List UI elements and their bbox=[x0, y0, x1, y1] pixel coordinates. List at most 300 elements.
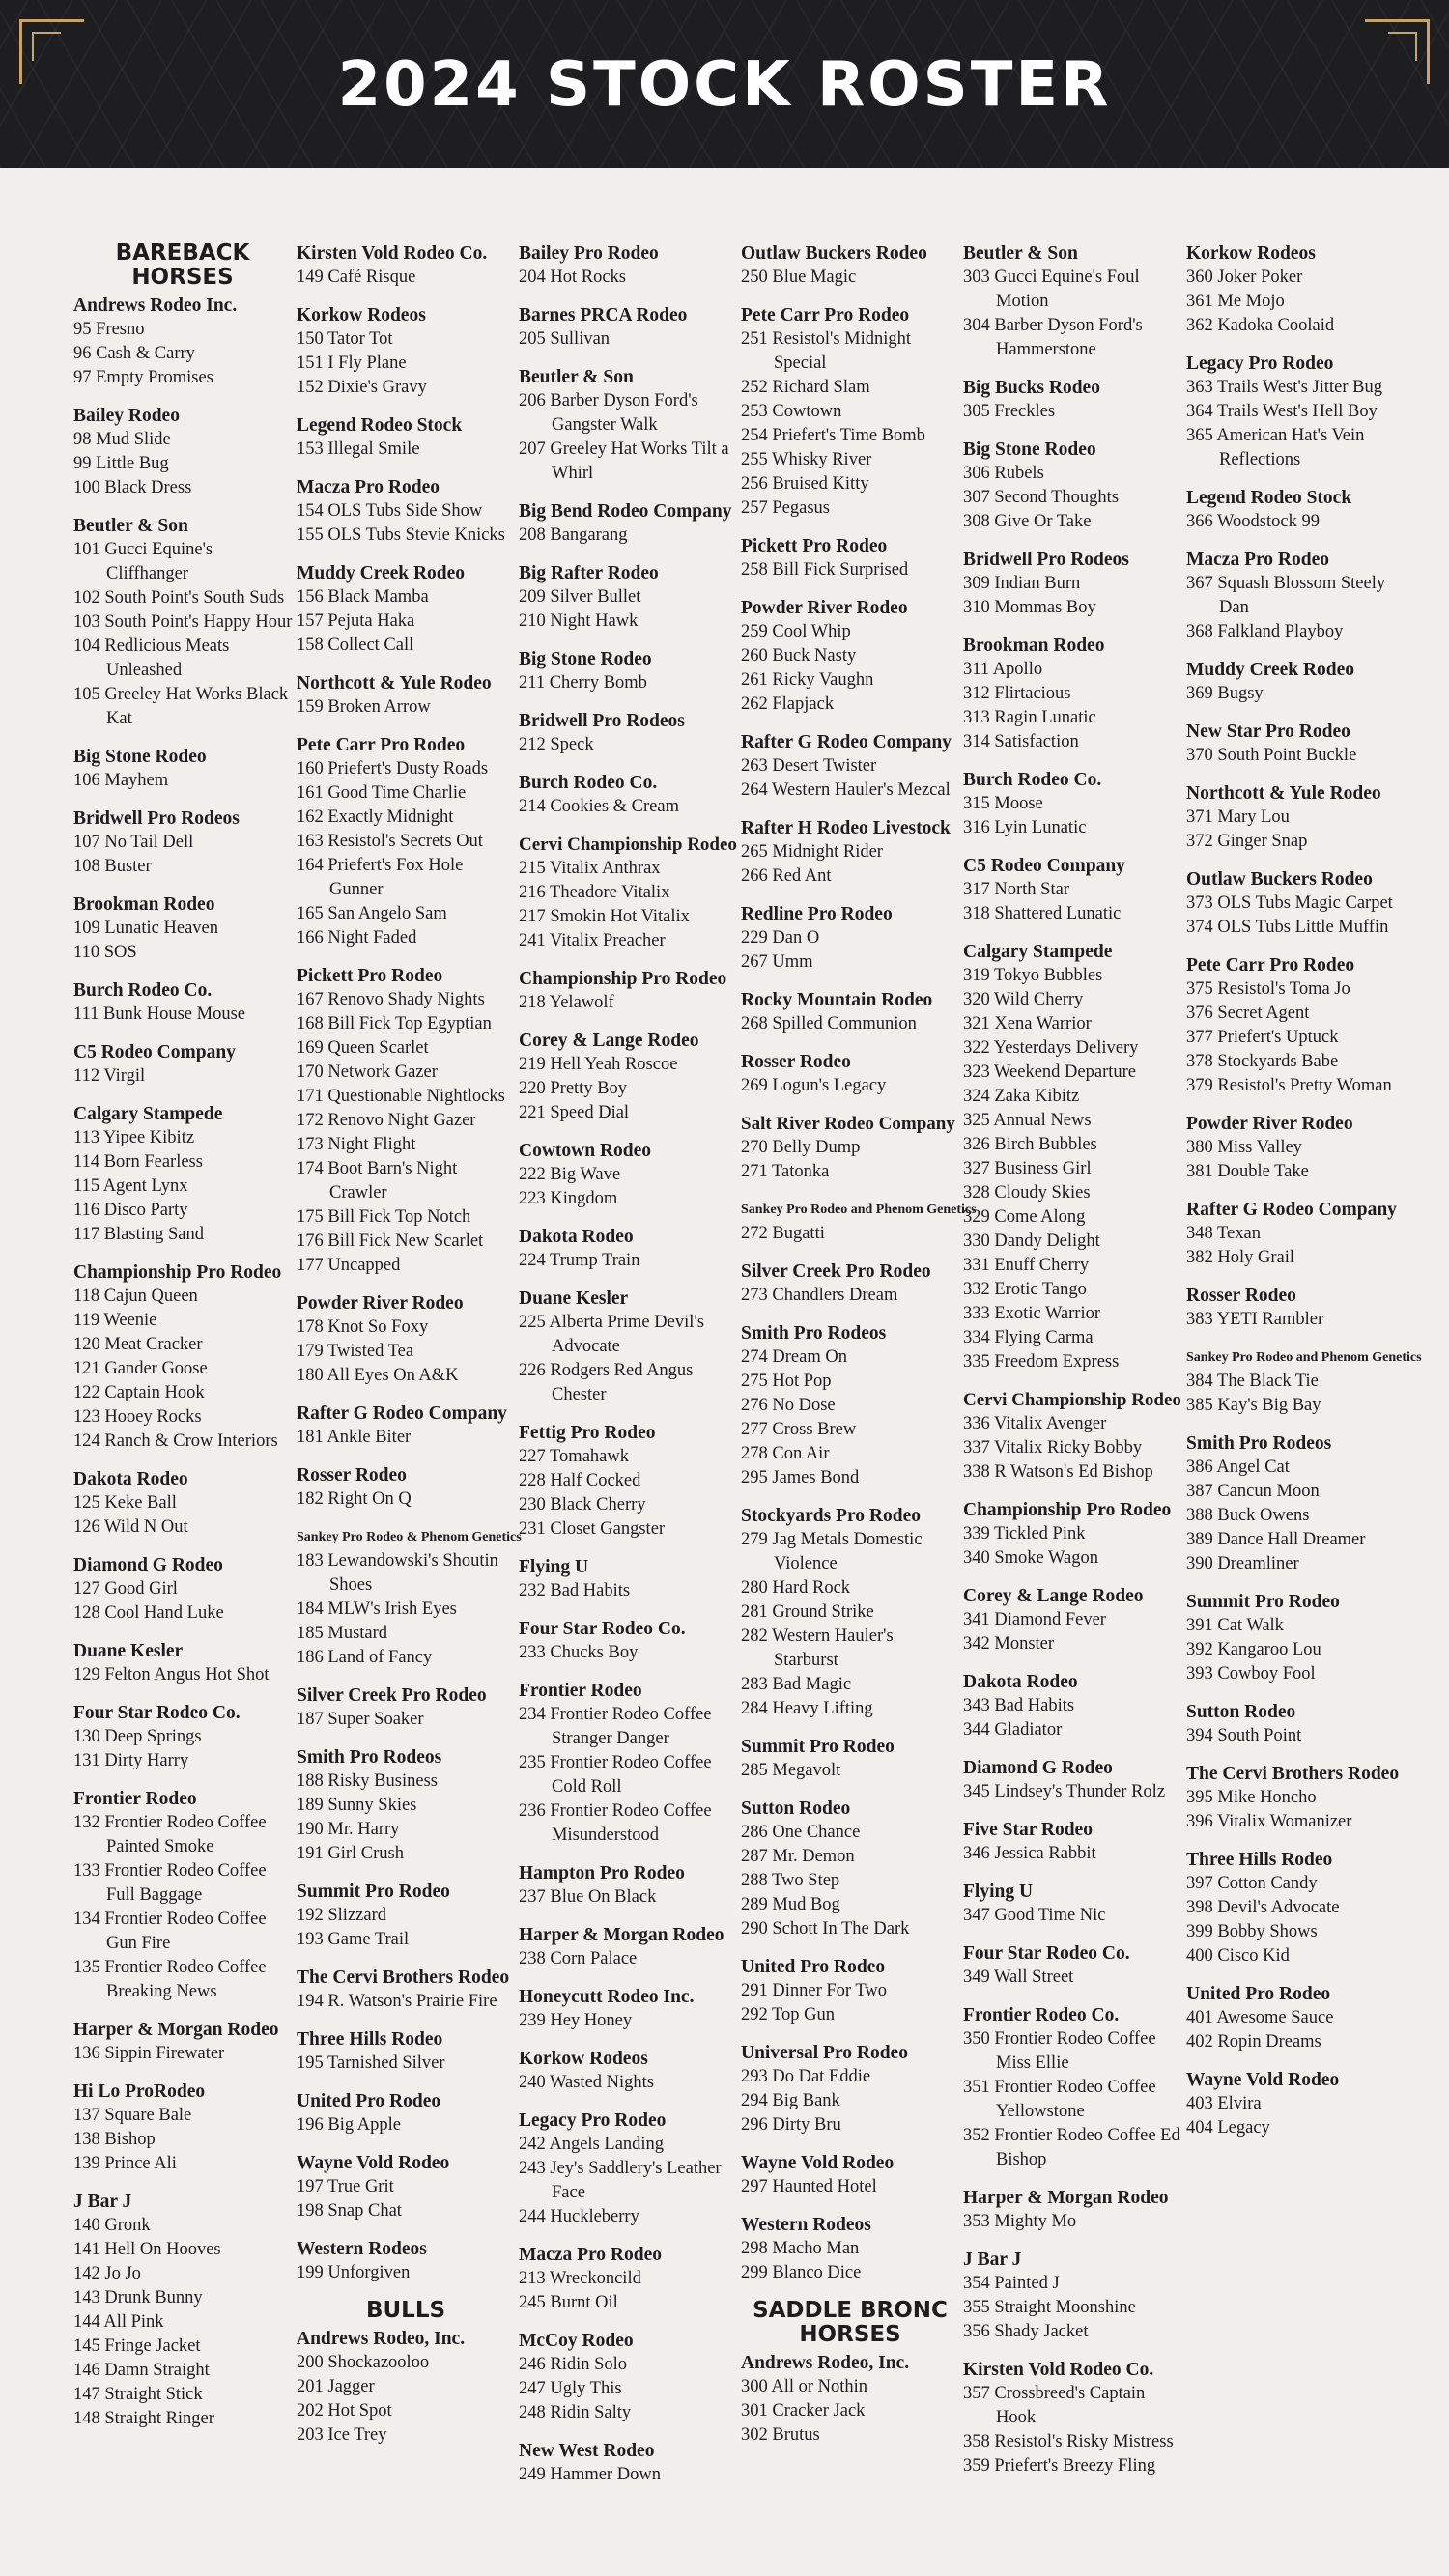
stock-entry bbox=[741, 2003, 959, 2027]
stock-name: Night Hawk bbox=[550, 611, 639, 631]
stock-entry bbox=[963, 1302, 1181, 1326]
contractor-name: Summit Pro Rodeo bbox=[297, 1882, 450, 1902]
stock-name: Angels Landing bbox=[549, 2135, 665, 2154]
stock-name: Trails West's Hell Boy bbox=[1217, 402, 1378, 421]
contractor-section bbox=[741, 988, 959, 1036]
roster-column bbox=[519, 241, 737, 2501]
stock-number: 308 bbox=[963, 512, 990, 531]
stock-entry bbox=[297, 1818, 515, 1842]
stock-entry bbox=[741, 1845, 959, 1869]
stock-entry bbox=[741, 400, 959, 424]
contractor-section bbox=[741, 2151, 959, 2199]
stock-name: Closet Gangster bbox=[550, 1519, 666, 1539]
stock-number: 373 bbox=[1186, 893, 1213, 913]
stock-entry bbox=[297, 327, 515, 352]
stock-entry bbox=[963, 792, 1181, 816]
stock-number: 109 bbox=[73, 919, 100, 938]
stock-entry bbox=[519, 2353, 737, 2377]
stock-number: 289 bbox=[741, 1895, 768, 1914]
stock-entry bbox=[963, 2320, 1181, 2344]
stock-entry bbox=[519, 1249, 737, 1273]
stock-entry bbox=[297, 266, 515, 290]
stock-entry bbox=[1186, 1872, 1405, 1896]
stock-name: Diamond Fever bbox=[994, 1610, 1106, 1629]
stock-name: MLW's Irish Eyes bbox=[327, 1599, 457, 1619]
contractor-section bbox=[963, 548, 1181, 620]
stock-entry bbox=[519, 1947, 737, 1971]
stock-entry bbox=[519, 2009, 737, 2033]
stock-number: 246 bbox=[519, 2355, 546, 2374]
stock-entry bbox=[519, 1885, 737, 1910]
stock-entry bbox=[297, 1794, 515, 1818]
contractor-section bbox=[519, 1679, 737, 1848]
contractor-name: Rosser Rodeo bbox=[741, 1052, 851, 1072]
stock-entry bbox=[297, 1316, 515, 1340]
stock-number: 300 bbox=[741, 2377, 768, 2396]
stock-entry bbox=[963, 1718, 1181, 1742]
stock-name: Illegal Smile bbox=[327, 439, 420, 459]
stock-name: Lindsey's Thunder Rolz bbox=[994, 1782, 1166, 1801]
stock-entry bbox=[741, 1284, 959, 1308]
stock-name: Jey's Saddlery's Leather Face bbox=[550, 2159, 722, 2202]
stock-number: 104 bbox=[73, 637, 100, 656]
stock-name: Bill Fick Top Egyptian bbox=[327, 1014, 492, 1033]
stock-name: Wild Cherry bbox=[994, 990, 1084, 1009]
stock-entry bbox=[519, 2267, 737, 2291]
stock-name: Resistol's Pretty Woman bbox=[1217, 1076, 1392, 1095]
stock-entry bbox=[519, 1445, 737, 1469]
stock-entry bbox=[963, 1780, 1181, 1804]
stock-number: 217 bbox=[519, 907, 546, 926]
stock-number: 314 bbox=[963, 732, 990, 751]
contractor-name: Powder River Rodeo bbox=[297, 1293, 464, 1314]
stock-number: 229 bbox=[741, 928, 768, 948]
contractor-name: Wayne Vold Rodeo bbox=[741, 2153, 895, 2173]
contractor-section bbox=[297, 964, 515, 1278]
stock-name: South Point's Happy Hour bbox=[104, 612, 293, 632]
stock-entry bbox=[297, 1598, 515, 1622]
stock-number: 230 bbox=[519, 1495, 546, 1514]
stock-entry bbox=[297, 988, 515, 1012]
stock-entry bbox=[963, 730, 1181, 754]
stock-entry bbox=[1186, 977, 1405, 1002]
stock-entry bbox=[741, 1442, 959, 1466]
stock-entry bbox=[1186, 572, 1405, 620]
stock-name: Buck Owens bbox=[1217, 1506, 1310, 1525]
contractor-name: Championship Pro Rodeo bbox=[963, 1500, 1172, 1520]
contractor-name: Diamond G Rodeo bbox=[963, 1758, 1113, 1778]
stock-number: 388 bbox=[1186, 1506, 1213, 1525]
contractor-section bbox=[963, 2248, 1181, 2344]
stock-entry bbox=[297, 781, 515, 806]
stock-number: 130 bbox=[73, 1727, 100, 1746]
stock-number: 245 bbox=[519, 2293, 546, 2312]
stock-number: 253 bbox=[741, 402, 768, 421]
stock-entry bbox=[519, 585, 737, 609]
stock-name: OLS Tubs Little Muffin bbox=[1217, 918, 1389, 937]
stock-number: 162 bbox=[297, 807, 324, 827]
stock-number: 138 bbox=[73, 2130, 100, 2149]
stock-name: Sippin Firewater bbox=[104, 2044, 225, 2063]
contractor-section bbox=[741, 730, 959, 803]
stock-entry bbox=[73, 635, 292, 683]
stock-entry bbox=[1186, 830, 1405, 854]
contractor-section bbox=[963, 768, 1181, 840]
stock-entry bbox=[1186, 1552, 1405, 1576]
stock-name: Cool Hand Luke bbox=[104, 1603, 224, 1623]
stock-entry bbox=[297, 2052, 515, 2076]
contractor-section bbox=[1186, 1431, 1405, 1576]
stock-name: Speed Dial bbox=[550, 1103, 630, 1122]
stock-number: 377 bbox=[1186, 1028, 1213, 1047]
stock-entry bbox=[963, 1966, 1181, 1990]
stock-number: 279 bbox=[741, 1530, 768, 1549]
stock-number: 127 bbox=[73, 1579, 100, 1599]
stock-number: 124 bbox=[73, 1431, 100, 1451]
stock-number: 256 bbox=[741, 474, 768, 494]
stock-name: Business Girl bbox=[994, 1159, 1092, 1178]
contractor-section bbox=[963, 940, 1181, 1374]
stock-entry bbox=[963, 1460, 1181, 1485]
stock-entry bbox=[1186, 290, 1405, 314]
stock-name: Hot Rocks bbox=[550, 268, 626, 287]
stock-name: Angel Cat bbox=[1216, 1458, 1290, 1477]
stock-entry bbox=[963, 510, 1181, 534]
stock-name: Ground Strike bbox=[772, 1602, 874, 1622]
stock-entry bbox=[1186, 1638, 1405, 1662]
contractor-section bbox=[297, 2151, 515, 2223]
stock-name: Bangarang bbox=[550, 525, 628, 545]
stock-number: 343 bbox=[963, 1696, 990, 1715]
contractor-name: J Bar J bbox=[963, 2250, 1022, 2270]
stock-number: 344 bbox=[963, 1720, 990, 1740]
stock-number: 334 bbox=[963, 1328, 990, 1347]
stock-name: Silver Bullet bbox=[550, 587, 641, 607]
stock-number: 269 bbox=[741, 1076, 768, 1095]
stock-name: Cancun Moon bbox=[1217, 1482, 1320, 1501]
stock-entry bbox=[73, 1725, 292, 1749]
stock-number: 337 bbox=[963, 1438, 990, 1458]
contractor-section bbox=[519, 303, 737, 352]
contractor-section bbox=[963, 2358, 1181, 2478]
stock-number: 178 bbox=[297, 1317, 324, 1337]
stock-name: Night Faded bbox=[327, 928, 417, 948]
contractor-section bbox=[73, 1787, 292, 2004]
stock-name: Straight Ringer bbox=[104, 2409, 214, 2428]
stock-number: 392 bbox=[1186, 1640, 1213, 1659]
stock-name: Whisky River bbox=[772, 450, 872, 469]
stock-entry bbox=[1186, 1786, 1405, 1810]
stock-entry bbox=[963, 902, 1181, 926]
stock-name: Elvira bbox=[1217, 2094, 1262, 2113]
stock-name: R. Watson's Prairie Fire bbox=[327, 1992, 497, 2011]
contractor-name: United Pro Rodeo bbox=[297, 2091, 441, 2111]
contractor-name: Rosser Rodeo bbox=[297, 1465, 407, 1486]
contractor-name: Pete Carr Pro Rodeo bbox=[297, 735, 466, 755]
stock-name: Hell On Hooves bbox=[104, 2240, 221, 2259]
stock-name: Devil's Advocate bbox=[1217, 1898, 1340, 1917]
stock-entry bbox=[963, 1608, 1181, 1632]
stock-entry bbox=[1186, 1944, 1405, 1968]
category-heading: BULLS bbox=[365, 2298, 446, 2323]
stock-number: 100 bbox=[73, 478, 100, 497]
stock-entry bbox=[1186, 1480, 1405, 1504]
stock-number: 112 bbox=[73, 1066, 100, 1086]
stock-number: 209 bbox=[519, 587, 546, 607]
stock-entry bbox=[519, 671, 737, 695]
stock-number: 401 bbox=[1186, 2008, 1213, 2027]
stock-number: 143 bbox=[73, 2288, 100, 2307]
contractor-name: United Pro Rodeo bbox=[741, 1957, 886, 1977]
stock-entry bbox=[73, 1859, 292, 1908]
contractor-name: Dakota Rodeo bbox=[963, 1672, 1078, 1692]
stock-number: 198 bbox=[297, 2201, 324, 2221]
stock-name: Texan bbox=[1217, 1224, 1261, 1243]
contractor-name: Macza Pro Rodeo bbox=[1186, 550, 1330, 570]
stock-number: 129 bbox=[73, 1665, 100, 1684]
stock-number: 196 bbox=[297, 2115, 324, 2135]
stock-name: Network Gazer bbox=[327, 1062, 438, 1082]
stock-name: Tomahawk bbox=[550, 1447, 629, 1466]
stock-number: 214 bbox=[519, 797, 546, 816]
stock-entry bbox=[73, 855, 292, 879]
stock-entry bbox=[297, 1012, 515, 1036]
stock-number: 120 bbox=[73, 1335, 100, 1354]
stock-name: Bobby Shows bbox=[1217, 1922, 1318, 1941]
stock-name: Mud Bog bbox=[772, 1895, 840, 1914]
stock-name: Blasting Sand bbox=[103, 1225, 204, 1244]
stock-entry bbox=[963, 462, 1181, 486]
stock-name: Ragin Lunatic bbox=[994, 708, 1096, 727]
contractor-name: Duane Kesler bbox=[519, 1288, 629, 1309]
stock-name: Bad Habits bbox=[550, 1581, 631, 1600]
stock-number: 287 bbox=[741, 1847, 768, 1866]
contractor-section bbox=[519, 709, 737, 757]
stock-entry bbox=[297, 1622, 515, 1646]
contractor-name: J Bar J bbox=[73, 2192, 132, 2212]
stock-entry bbox=[73, 1749, 292, 1773]
stock-entry bbox=[963, 658, 1181, 682]
stock-entry bbox=[519, 1311, 737, 1359]
stock-number: 354 bbox=[963, 2274, 990, 2293]
contractor-section bbox=[519, 967, 737, 1015]
stock-number: 131 bbox=[73, 1751, 100, 1770]
stock-entry bbox=[73, 610, 292, 635]
contractor-name: Legacy Pro Rodeo bbox=[1186, 354, 1334, 374]
stock-number: 228 bbox=[519, 1471, 546, 1490]
stock-number: 210 bbox=[519, 611, 546, 631]
stock-name: OLS Tubs Stevie Knicks bbox=[327, 525, 505, 545]
stock-name: Drunk Bunny bbox=[104, 2288, 203, 2307]
stock-name: Crossbreed's Captain Hook bbox=[994, 2384, 1146, 2427]
contractor-name: Western Rodeos bbox=[741, 2215, 871, 2235]
stock-name: Mary Lou bbox=[1217, 807, 1290, 827]
stock-entry bbox=[741, 840, 959, 864]
stock-entry bbox=[1186, 1662, 1405, 1686]
stock-number: 195 bbox=[297, 2053, 324, 2073]
stock-name: Umm bbox=[772, 952, 813, 972]
contractor-name: Northcott & Yule Rodeo bbox=[1186, 783, 1381, 804]
contractor-name: Western Rodeos bbox=[297, 2239, 427, 2259]
stock-number: 370 bbox=[1186, 746, 1213, 765]
stock-name: Kay's Big Bay bbox=[1217, 1396, 1321, 1415]
stock-name: Falkland Playboy bbox=[1217, 622, 1344, 641]
stock-entry bbox=[1186, 400, 1405, 424]
stock-entry bbox=[1186, 1456, 1405, 1480]
stock-number: 282 bbox=[741, 1627, 768, 1646]
stock-name: Cotton Candy bbox=[1217, 1874, 1318, 1893]
stock-name: Blue Magic bbox=[772, 268, 857, 287]
stock-name: Gronk bbox=[104, 2216, 151, 2235]
contractor-section bbox=[1186, 1198, 1405, 1270]
stock-number: 180 bbox=[297, 1366, 324, 1385]
stock-name: Yelawolf bbox=[549, 993, 614, 1012]
stock-name: Super Soaker bbox=[327, 1710, 424, 1729]
stock-name: Blue On Black bbox=[550, 1887, 657, 1907]
stock-entry bbox=[1186, 1504, 1405, 1528]
stock-name: Queen Scarlet bbox=[327, 1038, 429, 1058]
stock-entry bbox=[741, 1869, 959, 1893]
stock-entry bbox=[519, 733, 737, 757]
stock-name: Ropin Dreams bbox=[1217, 2032, 1321, 2052]
stock-name: Vitalix Anthrax bbox=[550, 859, 661, 878]
stock-number: 139 bbox=[73, 2154, 100, 2173]
stock-entry bbox=[741, 1222, 959, 1246]
stock-number: 158 bbox=[297, 636, 324, 655]
stock-name: Satisfaction bbox=[994, 732, 1079, 751]
stock-number: 239 bbox=[519, 2011, 546, 2030]
stock-entry bbox=[73, 683, 292, 731]
stock-name: Black Dress bbox=[104, 478, 192, 497]
stock-number: 170 bbox=[297, 1062, 324, 1082]
stock-name: James Bond bbox=[772, 1468, 860, 1487]
contractor-section bbox=[73, 892, 292, 965]
stock-name: Squash Blossom Steely Dan bbox=[1217, 574, 1386, 617]
stock-number: 403 bbox=[1186, 2094, 1213, 2113]
stock-entry bbox=[73, 366, 292, 390]
contractor-section bbox=[73, 745, 292, 793]
stock-name: Hammer Down bbox=[550, 2465, 661, 2484]
stock-number: 305 bbox=[963, 402, 990, 421]
stock-name: Dance Hall Dreamer bbox=[1217, 1530, 1366, 1549]
stock-name: Rodgers Red Angus Chester bbox=[550, 1361, 694, 1404]
stock-number: 260 bbox=[741, 646, 768, 665]
contractor-section bbox=[519, 2329, 737, 2425]
stock-number: 179 bbox=[297, 1342, 324, 1361]
stock-entry bbox=[963, 1036, 1181, 1061]
stock-entry bbox=[519, 1053, 737, 1077]
stock-entry bbox=[1186, 1074, 1405, 1098]
stock-name: Knot So Foxy bbox=[327, 1317, 429, 1337]
stock-name: All or Nothin bbox=[771, 2377, 868, 2396]
stock-name: Ginger Snap bbox=[1217, 832, 1308, 851]
stock-name: OLS Tubs Side Show bbox=[327, 501, 483, 521]
stock-entry bbox=[297, 1904, 515, 1928]
stock-number: 255 bbox=[741, 450, 768, 469]
stock-entry bbox=[963, 400, 1181, 424]
stock-name: Damn Straight bbox=[104, 2361, 210, 2380]
stock-entry bbox=[73, 1663, 292, 1687]
stock-name: North Star bbox=[994, 880, 1069, 899]
contractor-section bbox=[963, 854, 1181, 926]
contractor-name: Summit Pro Rodeo bbox=[1186, 1592, 1340, 1612]
stock-entry bbox=[741, 2423, 959, 2448]
stock-entry bbox=[963, 2027, 1181, 2076]
stock-entry bbox=[741, 1074, 959, 1098]
stock-entry bbox=[519, 2205, 737, 2229]
contractor-section bbox=[297, 475, 515, 548]
stock-number: 244 bbox=[519, 2207, 546, 2226]
stock-name: Boot Barn's Night Crawler bbox=[327, 1159, 458, 1203]
contractor-name: Legend Rodeo Stock bbox=[1186, 488, 1352, 508]
stock-name: Born Fearless bbox=[103, 1152, 203, 1172]
stock-number: 365 bbox=[1186, 426, 1213, 445]
stock-entry bbox=[297, 352, 515, 376]
contractor-section bbox=[73, 1639, 292, 1687]
stock-entry bbox=[519, 266, 737, 290]
contractor-name: Three Hills Rodeo bbox=[297, 2029, 443, 2050]
stock-entry bbox=[519, 2377, 737, 2401]
stock-entry bbox=[73, 1381, 292, 1405]
stock-name: Frontier Rodeo Coffee Painted Smoke bbox=[104, 1813, 267, 1856]
contractor-section bbox=[1186, 1982, 1405, 2054]
stock-name: Cherry Bomb bbox=[549, 673, 647, 693]
contractor-section bbox=[519, 1923, 737, 1971]
stock-name: Ugly This bbox=[550, 2379, 622, 2398]
stock-name: San Angelo Sam bbox=[327, 904, 447, 923]
stock-entry bbox=[963, 2430, 1181, 2454]
stock-name: Blanco Dice bbox=[772, 2263, 862, 2282]
stock-number: 254 bbox=[741, 426, 768, 445]
stock-entry bbox=[1186, 1370, 1405, 1394]
stock-entry bbox=[73, 538, 292, 586]
stock-number: 393 bbox=[1186, 1664, 1213, 1684]
stock-number: 328 bbox=[963, 1183, 990, 1203]
stock-entry bbox=[73, 452, 292, 476]
stock-name: Twisted Tea bbox=[327, 1342, 414, 1361]
stock-number: 296 bbox=[741, 2115, 768, 2135]
contractor-name: Smith Pro Rodeos bbox=[1186, 1433, 1332, 1454]
stock-entry bbox=[1186, 1308, 1405, 1332]
contractor-name: Universal Pro Rodeo bbox=[741, 2043, 908, 2063]
stock-number: 96 bbox=[73, 344, 92, 363]
stock-number: 371 bbox=[1186, 807, 1213, 827]
stock-entry bbox=[1186, 682, 1405, 706]
stock-entry bbox=[73, 1577, 292, 1601]
stock-number: 332 bbox=[963, 1280, 990, 1299]
stock-entry bbox=[741, 448, 959, 472]
stock-number: 199 bbox=[297, 2263, 324, 2282]
stock-number: 249 bbox=[519, 2465, 546, 2484]
stock-entry bbox=[297, 376, 515, 400]
stock-number: 157 bbox=[297, 611, 324, 631]
contractor-name: Outlaw Buckers Rodeo bbox=[1186, 869, 1373, 890]
contractor-section bbox=[1186, 953, 1405, 1098]
stock-entry bbox=[297, 1036, 515, 1061]
contractor-section bbox=[73, 1260, 292, 1454]
stock-number: 172 bbox=[297, 1111, 324, 1130]
stock-number: 232 bbox=[519, 1581, 546, 1600]
contractor-name: Macza Pro Rodeo bbox=[519, 2245, 663, 2265]
stock-name: Trump Train bbox=[550, 1251, 640, 1270]
stock-number: 204 bbox=[519, 268, 546, 287]
contractor-section bbox=[297, 2327, 515, 2448]
stock-number: 159 bbox=[297, 697, 324, 717]
stock-name: Resistol's Midnight Special bbox=[772, 329, 912, 373]
stock-entry bbox=[73, 1309, 292, 1333]
stock-entry bbox=[73, 2104, 292, 2128]
stock-entry bbox=[963, 1157, 1181, 1181]
